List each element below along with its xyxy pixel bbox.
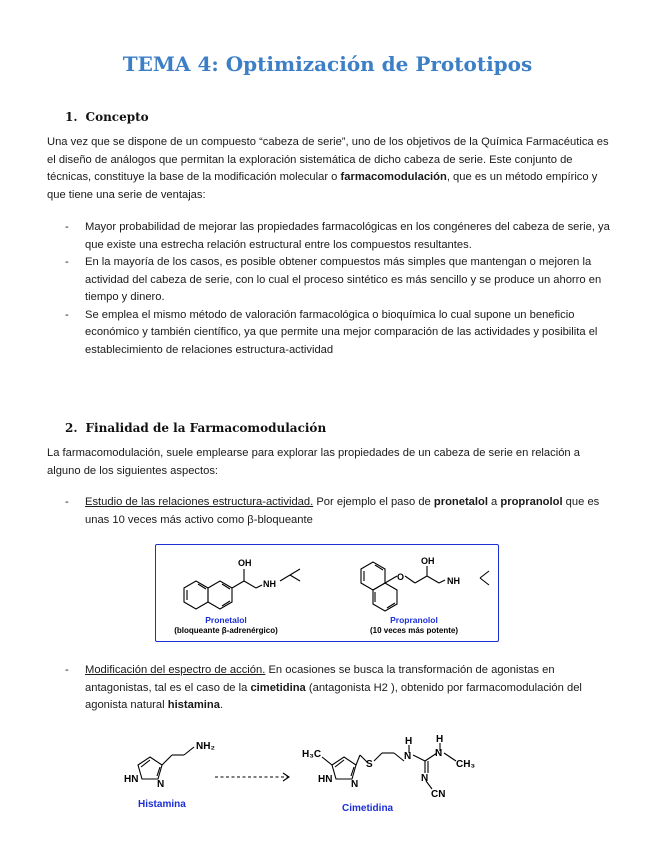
- histamine-label: Histamina: [138, 799, 186, 810]
- pron-ipr2: [290, 569, 300, 575]
- list-item: - Se emplea el mismo método de valoración farmacológica o bioquímica lo cual supone un beneficio económico y también científico, ya que permite una mejor comparación de las actividades y posibilita el establecimiento de relaciones estructura-actividad: [65, 308, 598, 356]
- cim-ch2-1: [356, 755, 360, 765]
- cimetidine-n2: N: [435, 748, 443, 759]
- cimetidine-n1: N: [404, 751, 412, 762]
- cim-nh-ch3: [444, 753, 456, 761]
- prop-ipr2: [480, 578, 489, 585]
- hist-db1: [141, 760, 150, 767]
- item2-underline: Modificación del espectro de acción.: [85, 664, 266, 676]
- prop-chain3: [427, 576, 439, 583]
- histamine-hn: HN: [124, 774, 139, 785]
- cim-db1: [335, 760, 344, 767]
- section-1-title: Concepto: [85, 110, 149, 124]
- cimetidine-label: Cimetidina: [342, 803, 394, 814]
- list-item-text: Se emplea el mismo método de valoración farmacológica o bioquímica lo cual supone un beneficio económico y también científico, ya que permite una mejor comparación de las actividades y posibilita el establecimiento de relaciones estructura-actividad: [85, 308, 598, 356]
- aspects-list-2: [47, 662, 612, 715]
- item1-bold-2: propranolol: [500, 496, 563, 508]
- hist-chain3: [184, 747, 194, 755]
- section-1-paragraph: [47, 134, 612, 204]
- propranolol-ring-a: [361, 562, 385, 590]
- section-2-title: Finalidad de la Farmacomodulación: [85, 421, 327, 435]
- cimetidine-ch3: CH₃: [456, 759, 476, 770]
- section-1-number: 1.: [65, 110, 78, 124]
- prop-chain2: [415, 576, 427, 583]
- list-item: - En la mayoría de los casos, es posible obtener compuestos más simples que mantengan o mejoren la actividad del cabeza de serie, con lo cual el proceso sintético es más sencillo y se produce un ahorro en tiempo y dinero.: [65, 256, 602, 303]
- pron-chain1: [232, 581, 244, 588]
- cim-ch2-4: [394, 753, 404, 761]
- pron-ipr1: [280, 575, 290, 581]
- item1-text-c: que es unas 10 veces más activo como β-bloqueante: [85, 496, 600, 526]
- section-2-intro: La farmacomodulación, suele emplearse para explorar las propiedades de un cabeza de serie en relación a alguno de los siguientes aspectos:: [47, 447, 580, 477]
- item2-bold-2: histamina: [167, 699, 220, 711]
- pronetalol-label: Pronetalol: [205, 615, 247, 625]
- cimetidine-ring-n: N: [351, 779, 359, 790]
- p1-bold-term: farmacomodulación: [340, 171, 447, 183]
- cim-nh-c: [413, 755, 425, 761]
- pronetalol-propranolol-scheme: [155, 544, 499, 642]
- list-item: - Estudio de las relaciones estructura-actividad. Por ejemplo el paso de pronetalol a propranolol que es unas 10 veces más activo como β-bloqueante: [65, 496, 600, 526]
- pronetalol-ring-b: [208, 581, 232, 609]
- prop-ipr1: [480, 571, 489, 578]
- list-item-text: En la mayoría de los casos, es posible obtener compuestos más simples que mantengan o mejoren la actividad del cabeza de serie, con lo cual el proceso sintético es más sencillo y se produce un ahorro en tiempo y dinero.: [85, 256, 602, 303]
- prop-chain4: [439, 580, 445, 583]
- histamine-cimetidine-scheme: [120, 735, 500, 820]
- item1-underline: Estudio de las relaciones estructura-actividad.: [85, 496, 314, 508]
- item2-bold-1: cimetidina: [250, 681, 306, 694]
- pron-ipr3: [290, 575, 300, 581]
- cimetidine-h1: H: [405, 736, 413, 747]
- pron-chain2: [244, 581, 256, 588]
- list-item: - Mayor probabilidad de mejorar las propiedades farmacológicas en los congéneres del cabeza de serie, ya que existe una estrecha relación estructural entre los compuestos resultantes.: [65, 221, 610, 251]
- list-item: - Modificación del espectro de acción. En ocasiones se busca la transformación de agonistas en antagonistas, tal es el caso de la cimetidina (antagonista H2 ), obtenido por farmacomodulación del agonista natural histamina.: [65, 664, 582, 711]
- cimetidine-h3c: H₃C: [302, 749, 322, 760]
- structures-svg: [156, 545, 497, 640]
- p1-text-a: Una vez que se dispone de un compuesto “cabeza de serie”, uno de los objetivos de la Química Farmacéutica es el diseño de análogos que permitan la exploración sistemática de dicho cabeza de serie. Este conjunto de técnicas, constituye la base de la modificación molecular o: [47, 136, 609, 183]
- cim-methyl: [322, 757, 332, 765]
- cimetidine-hn: HN: [318, 774, 333, 785]
- hist-chain1: [162, 755, 172, 765]
- propranolol-ring-b: [373, 583, 397, 611]
- histamine-n: N: [157, 779, 165, 790]
- pronetalol-description: (bloqueante β-adrenérgico): [174, 626, 278, 635]
- pronetalol-oh: OH: [238, 558, 252, 568]
- section-2-heading: [65, 421, 326, 435]
- prop-chain1: [405, 576, 415, 583]
- item2-text-c: .: [219, 699, 224, 711]
- cimetidine-s: S: [366, 759, 373, 770]
- list-item-text: Mayor probabilidad de mejorar las propiedades farmacológicas en los congéneres del cabeza de serie, ya que existe una estrecha relación estructural entre los compuestos resultantes.: [85, 221, 610, 251]
- aspects-list-1: [47, 494, 612, 529]
- item1-bold-1: pronetalol: [433, 496, 488, 508]
- pronetalol-ring-a: [184, 581, 208, 609]
- propranolol-nh: NH: [447, 576, 460, 586]
- advantages-list: [47, 219, 612, 359]
- section-2-number: 2.: [65, 421, 78, 435]
- propranolol-oh: OH: [421, 556, 435, 566]
- histamine-nh2: NH₂: [196, 741, 215, 752]
- item1-text-a: Por ejemplo el paso de: [313, 496, 434, 508]
- p1-text-b: , que es un método empírico y que tiene una serie de ventajas:: [47, 171, 598, 201]
- page-title: TEMA 4: Optimización de Prototipos: [122, 52, 533, 76]
- item2-text-a: En ocasiones se busca la transformación de agonistas en antagonistas, tal es el caso de la: [85, 664, 555, 694]
- pronetalol-nh: NH: [263, 579, 276, 589]
- cim-s-ch2: [374, 753, 382, 761]
- item1-text-mid: a: [487, 496, 501, 508]
- cimetidine-cn: CN: [431, 789, 446, 800]
- cimetidine-h2: H: [436, 735, 444, 745]
- propranolol-label: Propranolol: [390, 615, 438, 625]
- propranolol-description: (10 veces más potente): [369, 626, 459, 635]
- propranolol-o: O: [397, 572, 405, 582]
- prop-o-bond1: [385, 576, 397, 583]
- section-1-heading: [65, 110, 149, 124]
- cimetidine-n3: N: [421, 773, 429, 784]
- item2-text-mid: (antagonista H2 ), obtenido por farmacomodulación del agonista natural: [85, 681, 582, 711]
- pron-chain3: [256, 585, 262, 588]
